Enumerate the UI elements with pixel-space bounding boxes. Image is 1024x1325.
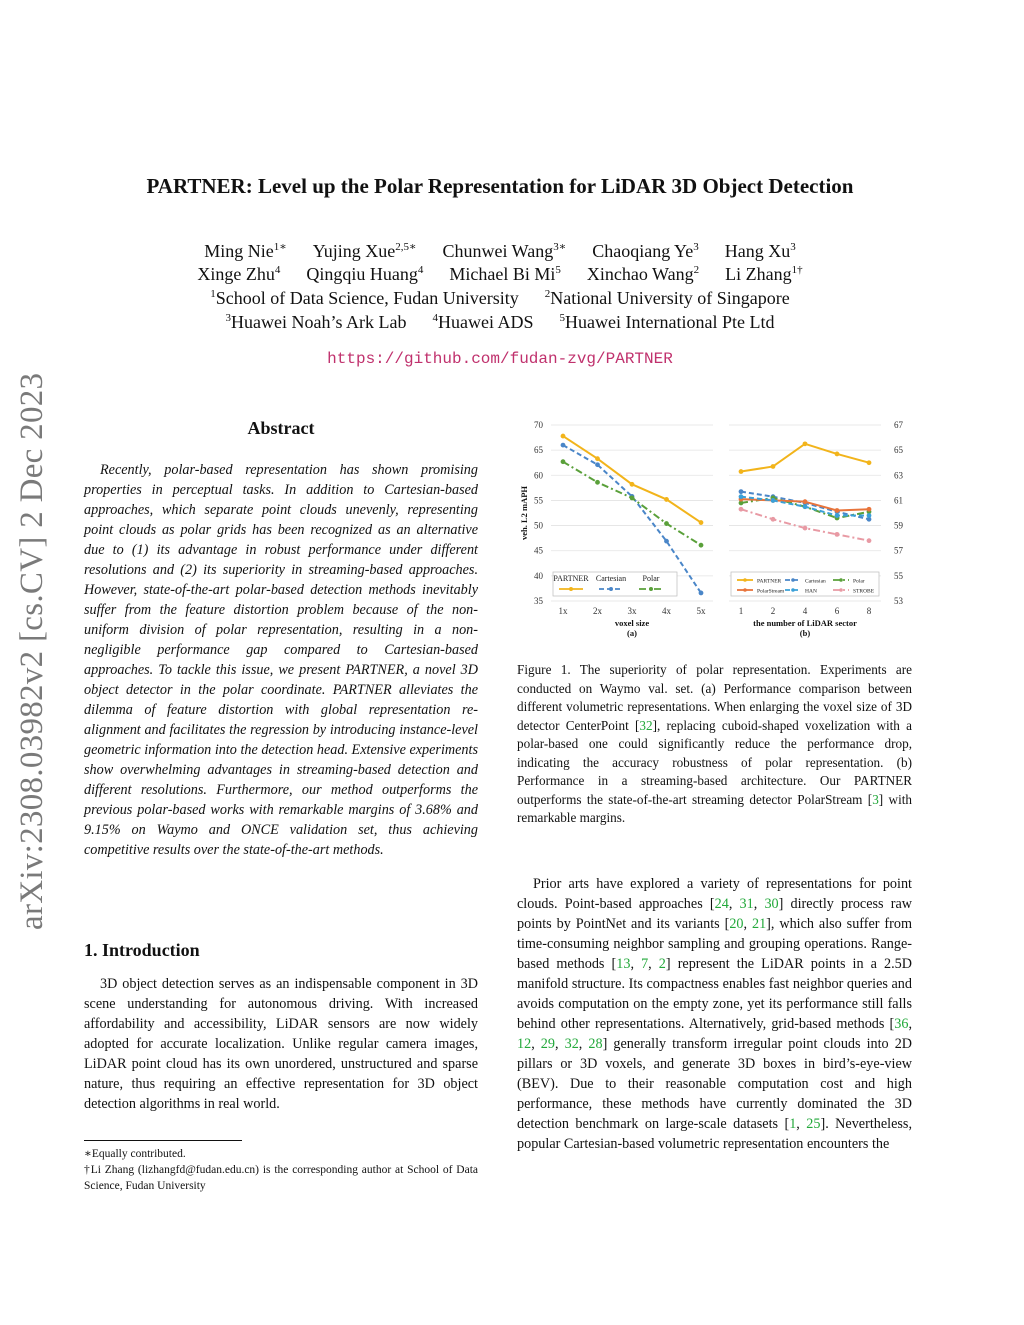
y-tick-label: 57 (894, 545, 903, 556)
body-text: , (531, 1036, 541, 1052)
body-text: , (908, 1016, 912, 1032)
citation-link[interactable]: 21 (751, 916, 767, 932)
affiliation-line-1 (0, 288, 1000, 309)
author-name: Xinchao Wang$^2$ (586, 264, 700, 284)
data-point (739, 494, 744, 499)
data-point (664, 497, 669, 502)
series-line (563, 462, 701, 545)
author-name: Chunwei Wang$^{3∗}$ (442, 241, 567, 261)
body-text: , (796, 1116, 807, 1132)
section-heading-introduction: 1. Introduction (84, 940, 200, 960)
citation-link[interactable]: 12 (517, 1036, 532, 1052)
citation-link[interactable]: 30 (764, 896, 779, 912)
affiliation: $^2$National University of Singapore (544, 288, 790, 308)
author-name: Hang Xu$^3$ (724, 241, 796, 261)
data-point (630, 482, 635, 487)
citation-link[interactable]: 28 (588, 1036, 603, 1052)
introduction-text: 3D object detection serves as an indispensable component in 3D scene understanding for autonomous driving. With increased affordability and accessibility, LiDAR sensors are now widely adopted for accurate localization. Unlike regular camera images, LiDAR point cloud has its own unordered, unstructured and sparse nature, thus requiring an effective representation for 3D object detection algorithms in real world. (84, 976, 478, 1112)
chart-a-voxel-size (519, 420, 713, 638)
citation-link[interactable]: 36 (894, 1016, 909, 1032)
x-axis-label: voxel size (614, 618, 650, 628)
legend-label: PARTNER (757, 578, 782, 585)
right-column-paragraph (517, 874, 912, 1154)
y-tick-label: 67 (894, 420, 903, 430)
x-axis-label: the number of LiDAR sector (753, 618, 857, 628)
data-point (595, 456, 600, 461)
affiliation: $^1$School of Data Science, Fudan University (210, 288, 519, 308)
data-point (867, 460, 872, 465)
author-line-2 (0, 264, 1000, 285)
data-point (835, 508, 840, 513)
citation-link[interactable]: 2 (658, 956, 666, 972)
legend-marker (569, 587, 573, 591)
legend-label: STROBE (853, 588, 875, 595)
author-name: Michael Bi Mi$^5$ (449, 264, 561, 284)
legend-marker (791, 588, 795, 592)
author-name: Yujing Xue$^{2,5∗}$ (312, 241, 417, 261)
y-tick-label: 60 (534, 470, 543, 481)
body-text: Prior arts have explored a variety of representations for point clouds. Point-based approaches [ (517, 876, 912, 912)
x-tick-label: 5x (696, 606, 706, 616)
data-point (664, 521, 669, 526)
x-tick-label: 4x (662, 606, 671, 616)
citation-link[interactable]: 7 (641, 956, 649, 972)
body-text: ], which also suffer from time-consuming neighbor sampling and grouping operations. Range-based methods [ (517, 916, 912, 972)
legend-label: HAN (805, 588, 817, 595)
y-axis-label: veh. L2 mAPH (519, 485, 529, 541)
legend-marker (791, 578, 795, 582)
data-point (771, 498, 776, 503)
body-text: ] represent the LiDAR points in a 2.5D manifold structure. Its compactness enables fast neighbor queries and avoids computation on the empty zone, yet its performance still falls behind other representations. Alternatively, grid-based methods [ (517, 956, 913, 1032)
data-point (803, 526, 808, 531)
y-tick-label: 65 (894, 445, 903, 456)
data-point (739, 507, 744, 512)
legend-marker (839, 588, 843, 592)
y-tick-label: 53 (894, 596, 903, 606)
legend-label: PARTNER (553, 574, 589, 583)
data-point (630, 496, 635, 501)
citation-link[interactable]: 20 (729, 916, 744, 932)
data-point (835, 532, 840, 537)
y-tick-label: 50 (534, 520, 543, 531)
y-tick-label: 40 (534, 570, 543, 581)
body-text: , (630, 956, 642, 972)
legend-label: Polar (853, 578, 865, 585)
body-text: ] directly process raw points by PointNet and its variants [ (517, 896, 913, 932)
citation-link[interactable]: 1 (789, 1116, 797, 1132)
figure-1-charts (517, 412, 917, 644)
legend-label: Cartesian (805, 578, 826, 585)
data-point (739, 469, 744, 474)
citation-link[interactable]: 3 (872, 791, 879, 807)
y-tick-label: 61 (894, 495, 903, 506)
citation-link[interactable]: 29 (540, 1036, 555, 1052)
citation-link[interactable]: 25 (806, 1116, 821, 1132)
chart-b-lidar-sector (729, 420, 904, 638)
data-point (867, 513, 872, 518)
arxiv-identifier: arXiv:2308.03982v2 [cs.CV] 2 Dec 2023 (14, 372, 50, 930)
caption-text-2: ], replacing cuboid-shaped voxelization with a polar-based one could significantly reduce the performance drop, indicating the accuracy robustness of polar representation. (b) Performance in a streaming-based architecture. Our PARTNER outperforms the state-of-the-art streaming detector PolarStream [ (517, 717, 913, 807)
body-text: , (648, 956, 659, 972)
affiliation: $^5$Huawei International Pte Ltd (559, 312, 775, 332)
data-point (771, 517, 776, 522)
y-tick-label: 59 (894, 520, 903, 531)
citation-link[interactable]: 13 (616, 956, 631, 972)
data-point (561, 434, 566, 439)
author-name: Xinge Zhu$^4$ (197, 264, 281, 284)
github-link[interactable]: https://github.com/fudan-zvg/PARTNER (327, 350, 673, 368)
data-point (664, 539, 669, 544)
caption-text-1: Figure 1. The superiority of polar representation. Experiments are conducted on Waymo val. set. (a) Performance comparison between different volumetric representations. When enlarging the voxel size of 3D detector CenterPoint [ (517, 662, 912, 733)
legend-marker (609, 587, 613, 591)
legend-marker (743, 578, 747, 582)
affiliation: $^4$Huawei ADS (432, 312, 534, 332)
x-tick-label: 8 (866, 606, 872, 616)
footnote-corresponding-author: †Li Zhang (lizhangfd@fudan.edu.cn) is the corresponding author at School of Data Science, Fudan University (84, 1164, 478, 1192)
affiliation-line-2 (0, 312, 1000, 333)
author-line-1 (0, 240, 1000, 262)
x-tick-label: 6 (834, 606, 840, 616)
data-point (699, 520, 704, 525)
x-tick-label: 2x (593, 606, 602, 616)
figure-1-caption (517, 661, 912, 828)
data-point (803, 441, 808, 446)
x-tick-label: 1x (558, 606, 568, 616)
abstract-text: Recently, polar-based representation has shown promising properties in perceptual tasks. In addition to Cartesian-based approaches, which separate point clouds unevenly, representing point clouds as polar grids has been recognized as an alternative due to (1) its advantage in robust performance under different resolutions and (2) its superiority in streaming-based approaches. However, state-of-the-art polar-based detection methods inevitably suffer from the feature distortion problem because of the non-uniform division of polar representation, resulting in a non-negligible performance gap compared to Cartesian-based approaches. To tackle this issue, we present PARTNER, a novel 3D object detector in the polar coordinate. PARTNER alleviates the dilemma of feature distortion with global representation re-alignment and facilitates the regression by introducing instance-level geometric information into the detection head. Extensive experiments show overwhelming advantages in streaming-based detection and different resolutions. Furthermore, our method outperforms the previous polar-based works with remarkable margins of 3.68% and 9.15% on Waymo and ONCE validation set, thus achieving competitive results over the state-of-the-art methods. (84, 462, 478, 858)
body-text: ] generally transform irregular point clouds into 2D pillars or 3D voxels, and generate 3D boxes in bird’s-eye-view (BEV). Due to their reasonable computation cost and high performance, these methods have currently dominated the 3D detection benchmark on large-scale datasets [ (517, 1036, 913, 1132)
series-line (563, 436, 701, 522)
y-tick-label: 65 (534, 445, 543, 456)
y-tick-label: 35 (534, 596, 543, 606)
data-point (803, 504, 808, 509)
data-point (699, 591, 704, 596)
data-point (835, 513, 840, 518)
legend-marker (743, 588, 747, 592)
data-point (595, 462, 600, 467)
y-tick-label: 45 (534, 545, 543, 556)
legend-label: Polar (642, 574, 660, 583)
panel-label: (b) (799, 628, 811, 638)
legend-marker (649, 587, 653, 591)
y-tick-label: 55 (534, 495, 543, 506)
affiliation: $^3$Huawei Noah’s Ark Lab (225, 312, 407, 332)
author-name: Li Zhang$^{1\dagger}$ (725, 264, 803, 284)
data-point (867, 538, 872, 543)
series-line (741, 509, 869, 540)
legend-label: PolarStream (757, 588, 785, 595)
data-point (699, 543, 704, 548)
x-tick-label: 1 (738, 606, 744, 616)
data-point (739, 489, 744, 494)
legend-marker (839, 578, 843, 582)
y-tick-label: 55 (894, 570, 903, 581)
author-name: Ming Nie$^{1∗}$ (204, 241, 287, 261)
citation-link[interactable]: 24 (714, 896, 729, 912)
data-point (595, 480, 600, 485)
series-line (563, 445, 701, 593)
citation-link[interactable]: 31 (739, 896, 754, 912)
paper-title: PARTNER: Level up the Polar Representation for LiDAR 3D Object Detection (146, 174, 854, 198)
x-tick-label: 3x (627, 606, 637, 616)
x-tick-label: 4 (802, 606, 808, 616)
body-text: , (743, 916, 752, 932)
citation-link[interactable]: 32 (639, 717, 653, 733)
data-point (867, 507, 872, 512)
citation-link[interactable]: 32 (564, 1036, 579, 1052)
legend-label: Cartesian (595, 574, 627, 583)
x-tick-label: 2 (770, 606, 776, 616)
body-text: ]. Nevertheless, popular Cartesian-based volumetric representation encounters the (517, 1116, 912, 1152)
footnote-equal-contribution: ∗Equally contributed. (84, 1148, 186, 1160)
data-point (561, 443, 566, 448)
abstract-heading: Abstract (247, 418, 315, 438)
panel-label: (a) (627, 628, 637, 638)
data-point (835, 452, 840, 457)
data-point (803, 499, 808, 504)
body-text: , (554, 1036, 565, 1052)
body-text: , (578, 1036, 589, 1052)
y-tick-label: 70 (534, 420, 543, 430)
author-name: Chaoqiang Ye$^3$ (592, 241, 699, 261)
body-text: , (753, 896, 765, 912)
series-line (741, 444, 869, 472)
author-name: Qingqiu Huang$^4$ (306, 264, 424, 284)
data-point (771, 464, 776, 469)
caption-text-3: ] with remarkable margins. (517, 791, 913, 825)
data-point (561, 459, 566, 464)
body-text: , (728, 896, 740, 912)
footnote-rule (84, 1140, 242, 1141)
y-tick-label: 63 (894, 470, 903, 481)
